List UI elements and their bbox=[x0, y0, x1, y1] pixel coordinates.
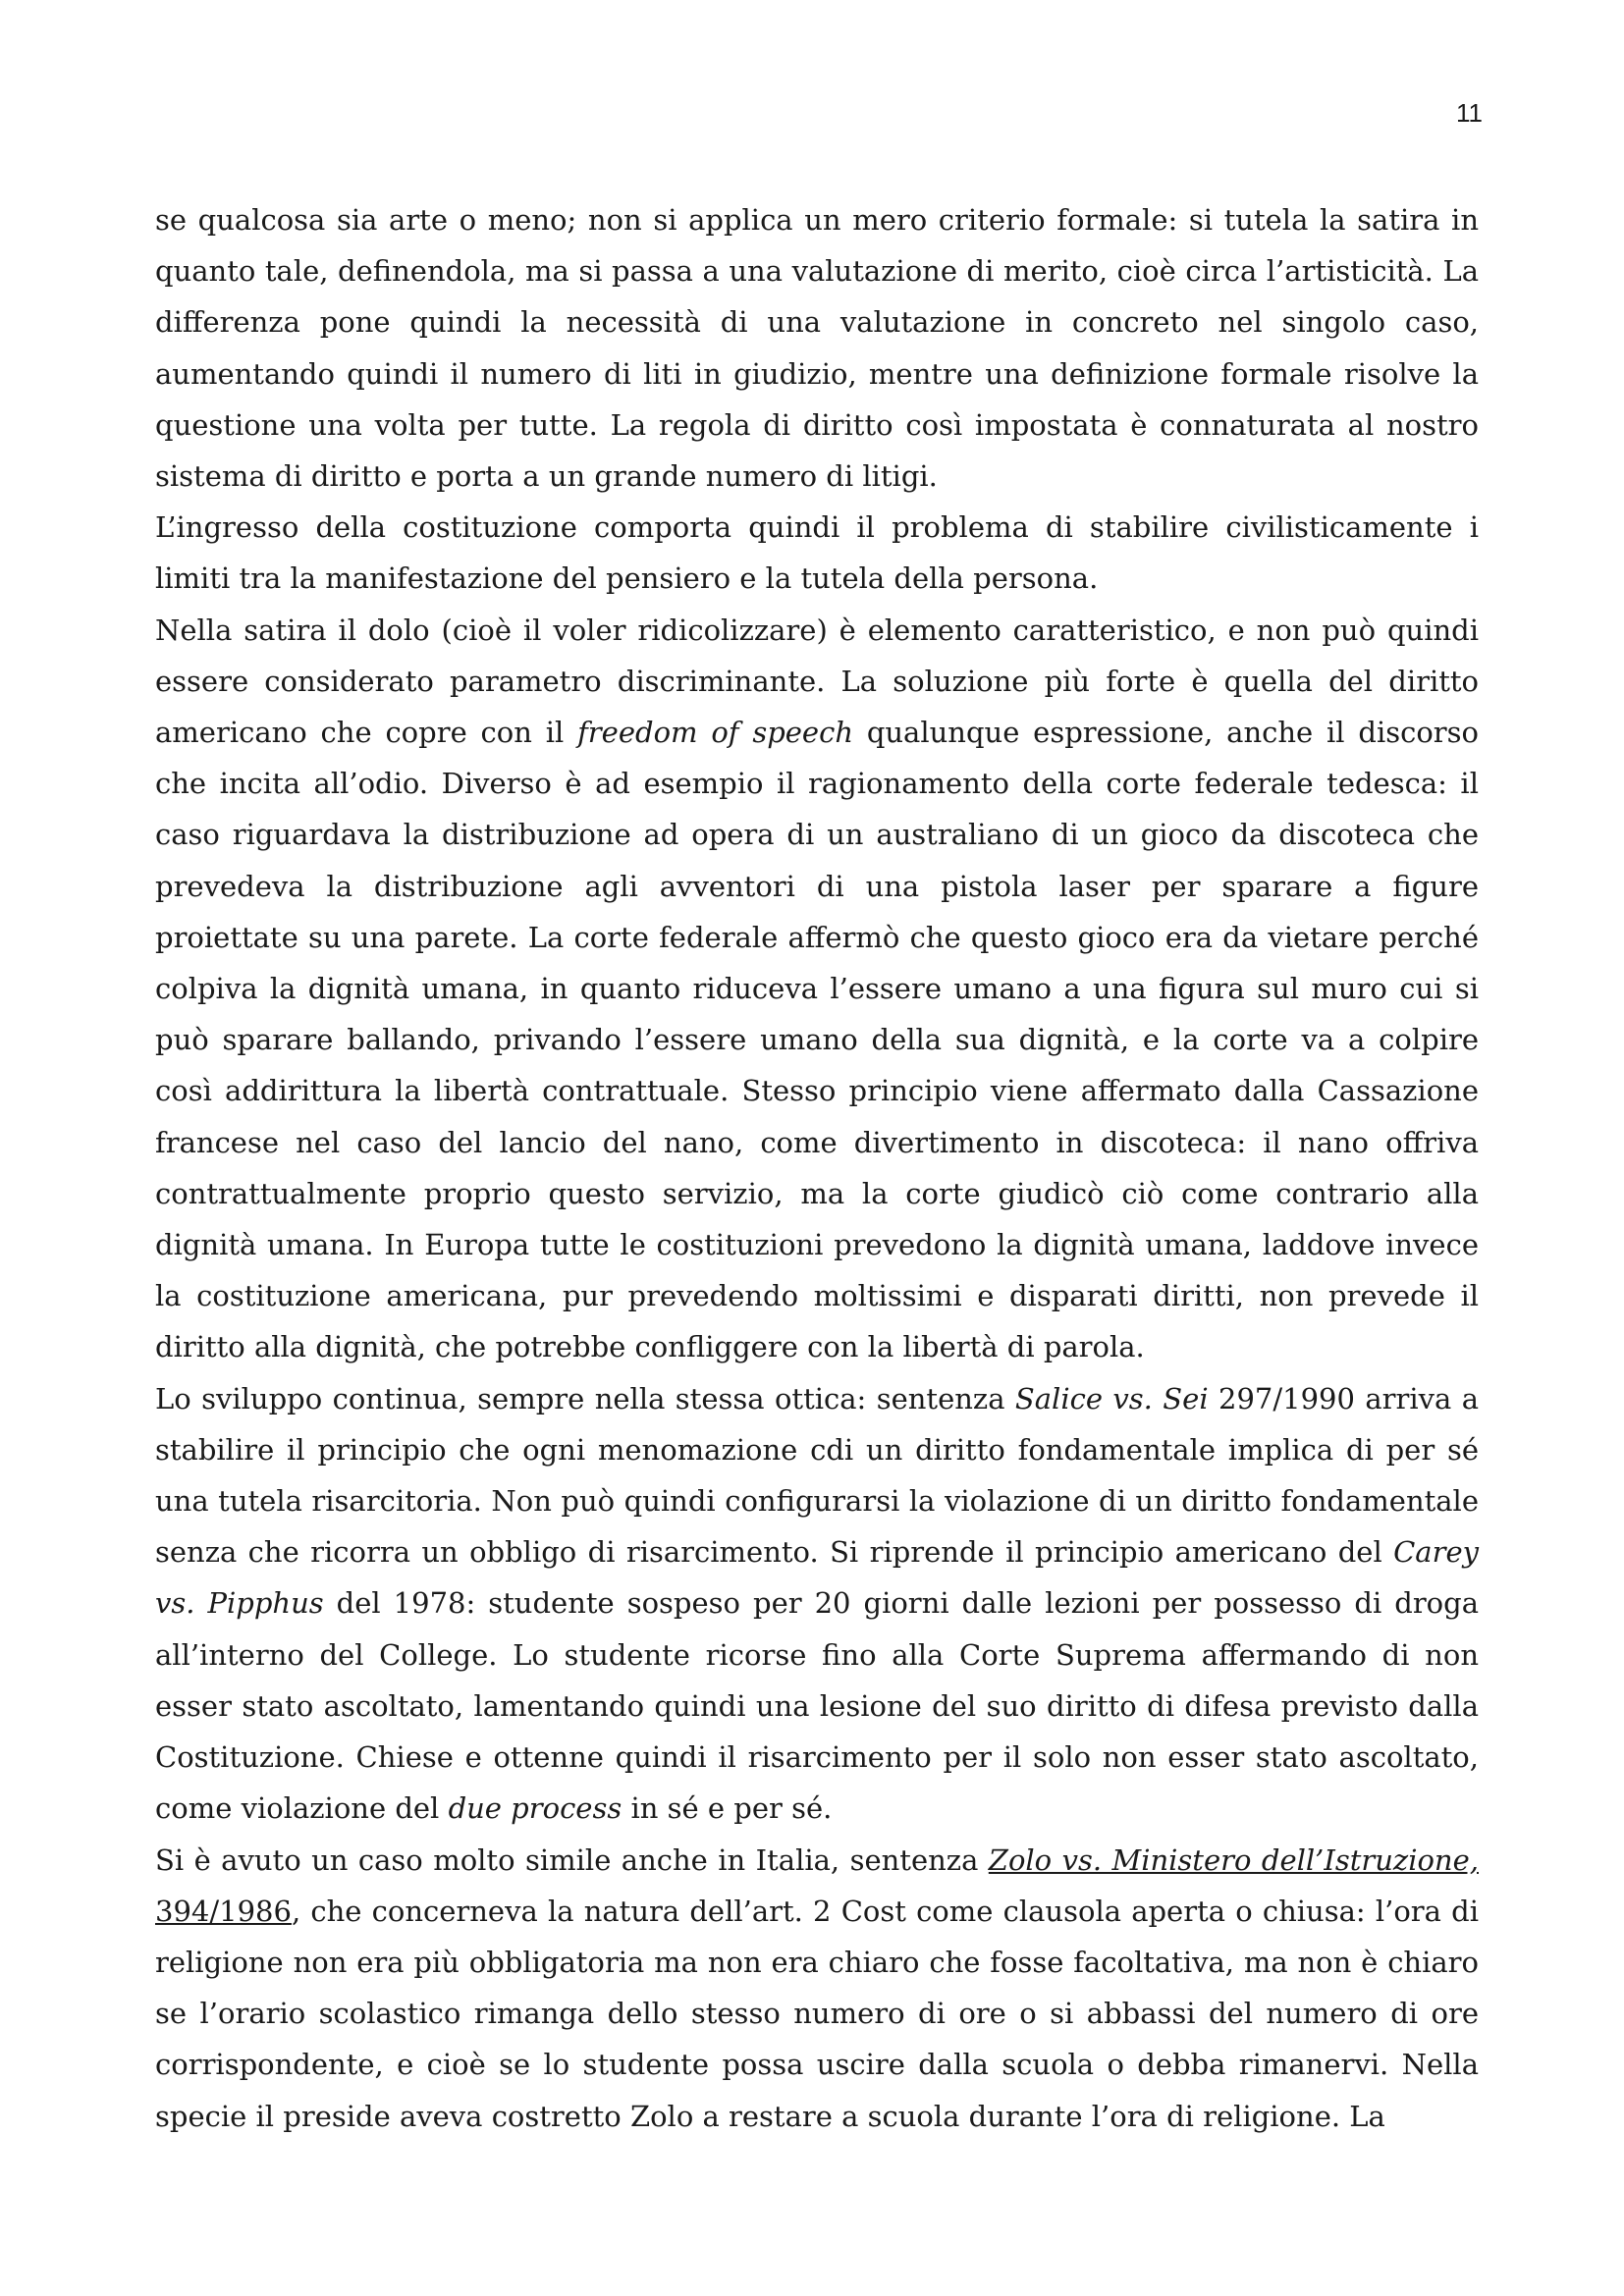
text-run: 297/1990 arriva a stabilire il principio che ogni menomazione cdi un diritto fondamentale implica di per sé una tutela risarcitoria. Non può quindi configurarsi la violazione di un diritto fondamentale senza che ricorra un obbligo di risarcimento. Si riprende il principio americano del bbox=[155, 1381, 1479, 1570]
page-number: 11 bbox=[1456, 98, 1483, 128]
text-run: , che concerneva la natura dell’art. 2 Cost come clausola aperta o chiusa: l’ora di religione non era più obbligatoria ma non era chiaro che fosse facoltativa, ma non è chiaro se l’orario scolastico rimanga dello stesso numero di ore o si abbassi del numero di ore corrispondente, e cioè se lo studente possa uscire dalla scuola o debba rimanervi. Nella specie il preside aveva costretto Zolo a restare a scuola durante l’ora di religione. La bbox=[155, 1894, 1479, 2133]
text-run: Nella satira il dolo (cioè il voler ridicolizzare) è elemento caratteristico, e non può quindi essere considerato parametro discriminante. La soluzione più forte è quella del diritto americano che copre con il bbox=[155, 613, 1479, 750]
text-run: L’ingresso della costituzione comporta quindi il problema di stabilire civilisticamente i limiti tra la manifestazione del pensiero e la tutela della persona. bbox=[155, 510, 1479, 596]
paragraph-caso-italia bbox=[155, 1835, 1479, 2142]
paragraph-ingresso-costituzione bbox=[155, 502, 1479, 604]
text-run: Si è avuto un caso molto simile anche in Italia, sentenza bbox=[155, 1842, 989, 1877]
text-run: se qualcosa sia arte o meno; non si applica un mero criterio formale: si tutela la satira in quanto tale, definendola, ma si passa a una valutazione di merito, cioè circa l’artisticità. La differenza pone quindi la necessità di una valutazione in concreto nel singolo caso, aumentando quindi il numero di liti in giudizio, mentre una definizione formale risolve la questione una volta per tutte. La regola di diritto così impostata è connaturata al nostro sistema di diritto e porta a un grande numero di litigi. bbox=[155, 203, 1479, 494]
text-run: Lo sviluppo continua, sempre nella stessa ottica: sentenza bbox=[155, 1381, 1015, 1415]
case-link-number-394-1986[interactable]: 394/1986 bbox=[155, 1894, 292, 1928]
text-run: del 1978: studente sospeso per 20 giorni dalle lezioni per possesso di droga all’interno del College. Lo studente ricorse fino alla Corte Suprema affermando di non esser stato ascoltato, lamentando quindi una lesione del suo diritto di difesa previsto dalla Costituzione. Chiese e ottenne quindi il risarcimento per il solo non esser stato ascoltato, come violazione del bbox=[155, 1586, 1479, 1826]
paragraph-sviluppo bbox=[155, 1373, 1479, 1835]
case-name-salice-vs-sei: Salice vs. Sei bbox=[1014, 1381, 1209, 1415]
paragraph-dolo-satira bbox=[155, 605, 1479, 1373]
case-link-zolo-vs-ministero[interactable]: Zolo vs. Ministero dell’Istruzione, bbox=[988, 1842, 1479, 1877]
body-text bbox=[155, 194, 1479, 2142]
text-run: qualunque espressione, anche il discorso che incita all’odio. Diverso è ad esempio il ragionamento della corte federale tedesca: il caso riguardava la distribuzione ad opera di un australiano di un gioco da discoteca che prevedeva la distribuzione agli avventori di una pistola laser per sparare a figure proiettate su una parete. La corte federale affermò che questo gioco era da vietare perché colpiva la dignità umana, in quanto riduceva l’essere umano a una figura sul muro cui si può sparare ballando, privando l’essere umano della sua dignità, e la corte va a colpire così addirittura la libertà contrattuale. Stesso principio viene affermato dalla Cassazione francese nel caso del lancio del nano, come divertimento in discoteca: il nano offriva contrattualmente proprio questo servizio, ma la corte giudicò ciò come contrario alla dignità umana. In Europa tutte le costituzioni prevedono la dignità umana, laddove invece la costituzione americana, pur prevedendo moltissimi e disparati diritti, non prevede il diritto alla dignità, che potrebbe confliggere con la libertà di parola. bbox=[155, 716, 1480, 1364]
italic-term-due-process: due process bbox=[448, 1791, 623, 1826]
italic-term-freedom-of-speech: freedom of speech bbox=[577, 716, 854, 750]
text-run: in sé e per sé. bbox=[622, 1791, 833, 1826]
case-name-carey-vs-pipphus: Carey vs. Pipphus bbox=[155, 1535, 1479, 1621]
paragraph-satira-arte bbox=[155, 194, 1479, 502]
